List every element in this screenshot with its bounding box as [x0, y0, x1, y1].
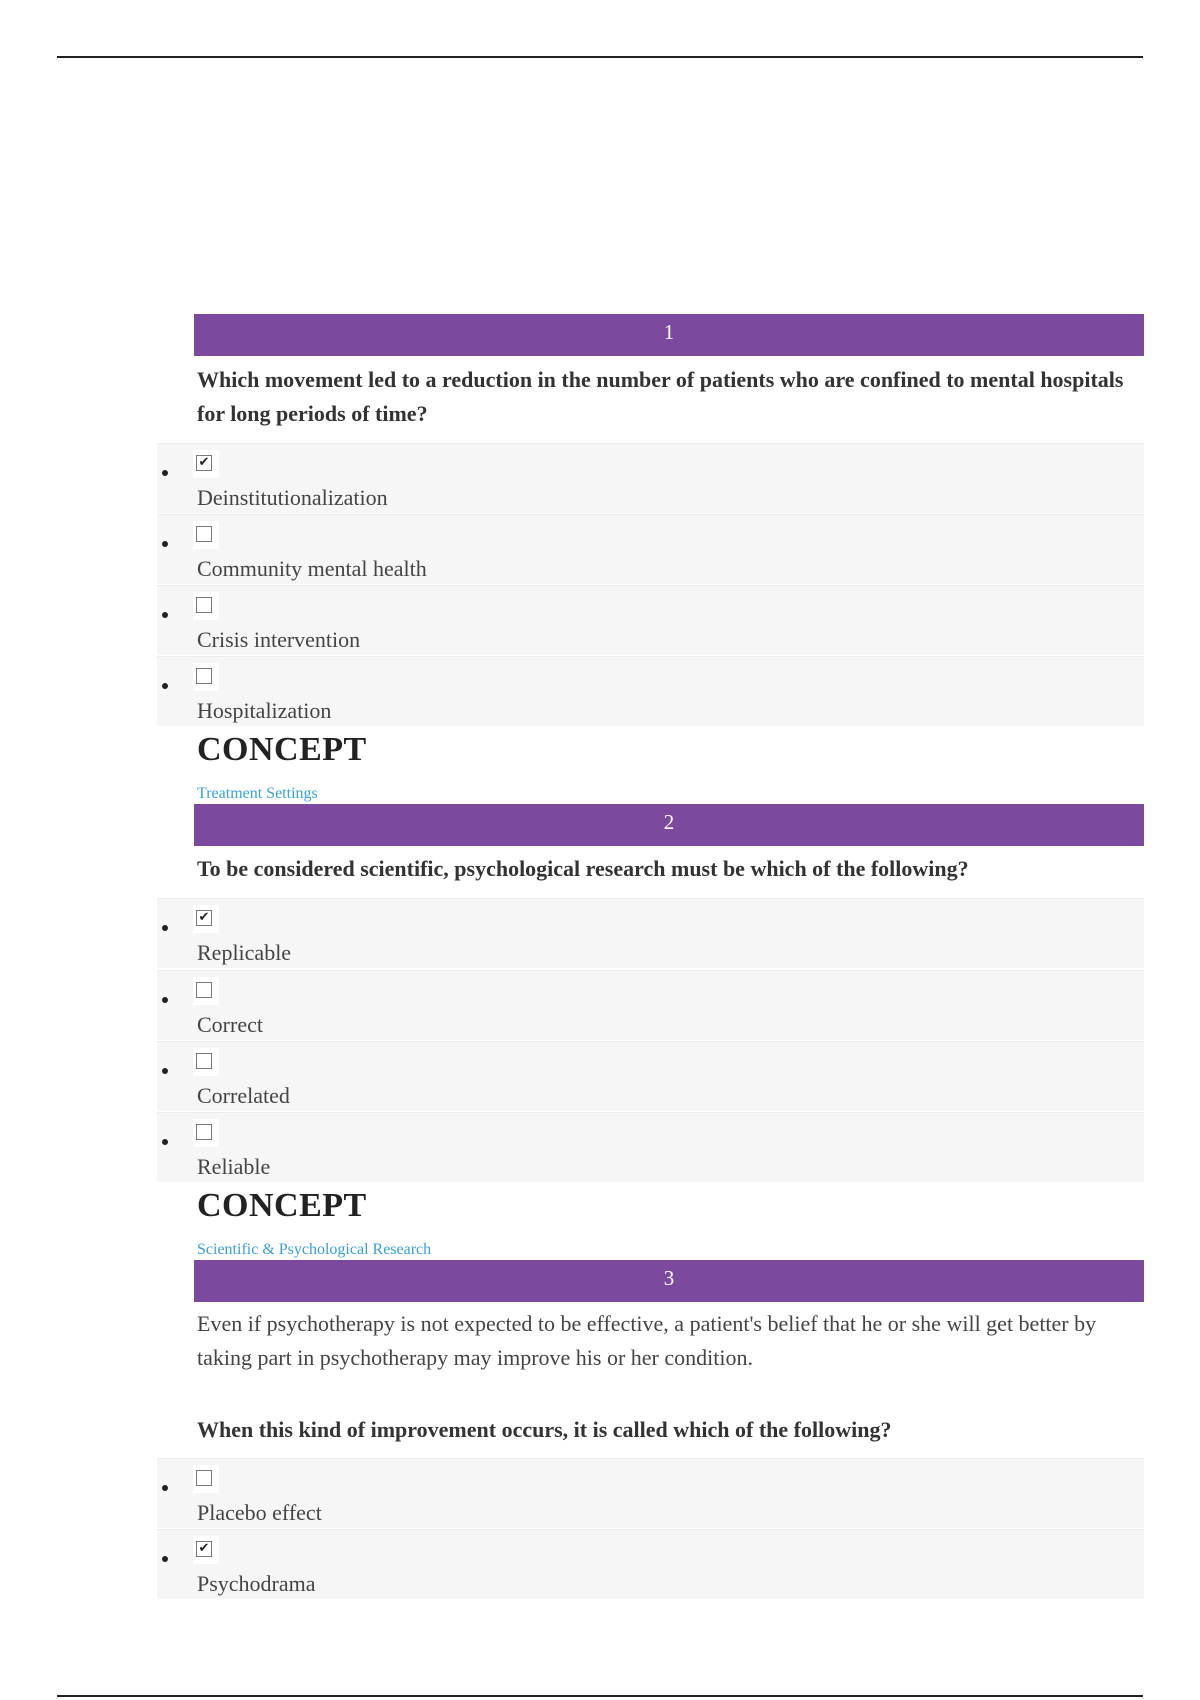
checkbox-wrapper — [193, 1119, 219, 1147]
checkbox[interactable] — [196, 982, 212, 998]
checkbox[interactable]: ✔ — [196, 455, 212, 471]
option-label: Psychodrama — [197, 1571, 316, 1596]
checkbox-wrapper — [193, 521, 219, 549]
checkbox[interactable] — [196, 597, 212, 613]
checkbox[interactable] — [196, 1053, 212, 1069]
checkbox[interactable] — [196, 1470, 212, 1486]
checkbox[interactable] — [196, 668, 212, 684]
option-label: Crisis intervention — [197, 627, 361, 652]
checkbox[interactable] — [196, 1124, 212, 1140]
option-label: Placebo effect — [197, 1500, 322, 1525]
option-label: Correct — [197, 1012, 263, 1037]
question-intro: Even if psychotherapy is not expected to be effective, a patient's belief that he or she will get better by taking part in psychotherapy may improve his or her condition. — [197, 1311, 1097, 1370]
top-rule — [57, 56, 1143, 58]
bullet-icon — [162, 1068, 168, 1074]
answer-option[interactable] — [157, 1529, 1144, 1599]
question-prompt: Which movement led to a reduction in the number of patients who are confined to mental hospitals for long periods of time? — [197, 367, 1124, 426]
checkbox-wrapper — [193, 1536, 219, 1564]
option-label: Deinstitutionalization — [197, 485, 388, 510]
bullet-icon — [162, 997, 168, 1003]
checkbox[interactable]: ✔ — [196, 1541, 212, 1557]
checkbox-wrapper — [193, 592, 219, 620]
answer-option[interactable] — [157, 1458, 1144, 1528]
answer-option[interactable] — [157, 514, 1144, 584]
bullet-icon — [162, 470, 168, 476]
question-number-bar — [194, 1260, 1144, 1302]
answer-option[interactable] — [157, 970, 1144, 1040]
bullet-icon — [162, 1485, 168, 1491]
concept-heading: CONCEPT — [197, 731, 367, 768]
question-number: 3 — [663, 1266, 675, 1290]
question-number: 2 — [663, 810, 675, 834]
question-number-bar — [194, 804, 1144, 846]
answer-option[interactable] — [157, 443, 1144, 513]
bottom-rule — [57, 1695, 1143, 1697]
bullet-icon — [162, 925, 168, 931]
option-label: Correlated — [197, 1083, 290, 1108]
checkbox-wrapper — [193, 450, 219, 478]
question-prompt: To be considered scientific, psychological research must be which of the following? — [197, 856, 969, 881]
concept-heading: CONCEPT — [197, 1187, 367, 1224]
option-label: Community mental health — [197, 556, 427, 581]
checkbox-wrapper — [193, 663, 219, 691]
bullet-icon — [162, 541, 168, 547]
concept-link[interactable]: Scientific & Psychological Research — [197, 1241, 432, 1258]
bullet-icon — [162, 683, 168, 689]
checkbox[interactable]: ✔ — [196, 910, 212, 926]
option-label: Replicable — [197, 940, 292, 965]
checkbox-wrapper — [193, 977, 219, 1005]
checkbox-wrapper — [193, 1465, 219, 1493]
bullet-icon — [162, 1556, 168, 1562]
answer-option[interactable] — [157, 898, 1144, 968]
question-number-bar — [194, 314, 1144, 356]
answer-option[interactable] — [157, 1112, 1144, 1182]
checkbox-wrapper — [193, 905, 219, 933]
bullet-icon — [162, 1139, 168, 1145]
answer-option[interactable] — [157, 656, 1144, 726]
option-label: Hospitalization — [197, 698, 332, 723]
question-number: 1 — [663, 320, 675, 344]
option-label: Reliable — [197, 1154, 271, 1179]
checkbox[interactable] — [196, 526, 212, 542]
checkbox-wrapper — [193, 1048, 219, 1076]
question-prompt: When this kind of improvement occurs, it is called which of the following? — [197, 1417, 892, 1442]
bullet-icon — [162, 612, 168, 618]
concept-link[interactable]: Treatment Settings — [197, 785, 318, 802]
answer-option[interactable] — [157, 585, 1144, 655]
answer-option[interactable] — [157, 1041, 1144, 1111]
